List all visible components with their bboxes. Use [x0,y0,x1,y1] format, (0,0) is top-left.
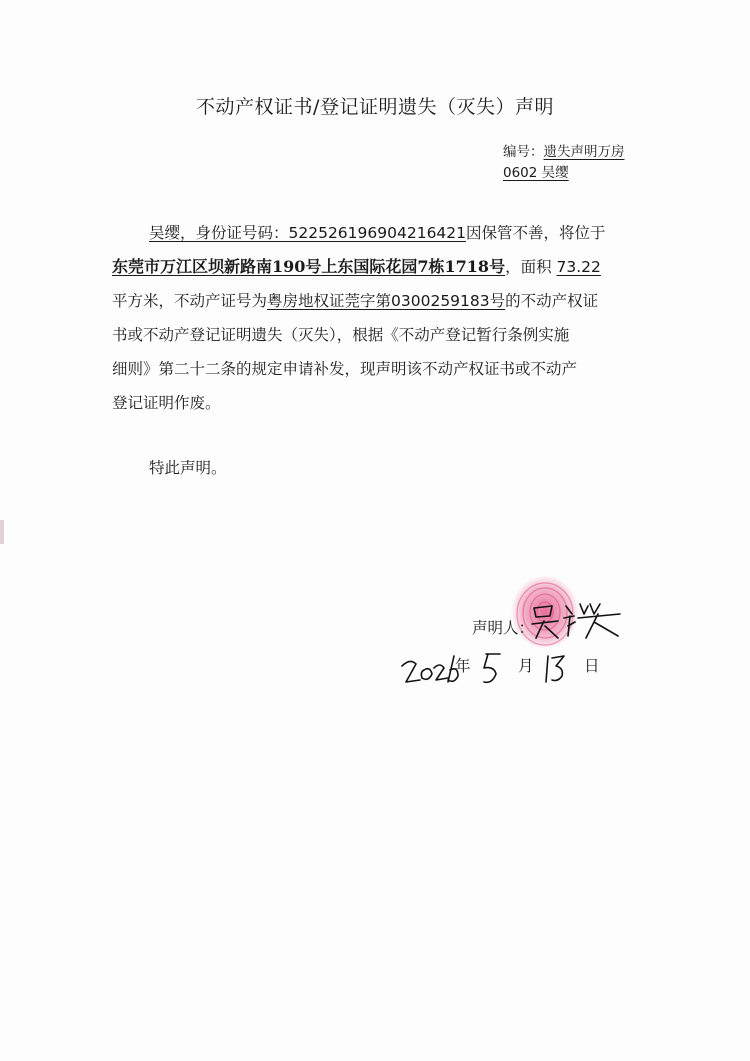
area-label: ，面积 [505,258,552,276]
body-line-2 [112,250,642,284]
statement-body [112,216,642,420]
document-title: 不动产权证书/登记证明遗失（灭失）声明 [196,96,554,118]
scan-edge-mark [0,520,4,544]
number-value-1: 遗失声明万房 [543,144,625,160]
day-suffix: 日 [584,657,600,675]
owner-name-id: 吴缨，身份证号码：522526196904216421 [149,224,467,242]
year-suffix: 年 [455,657,471,675]
property-address: 东莞市万江区坝新路南190号上东国际花园7栋1718号 [112,257,506,276]
closing-statement: 特此声明。 [149,459,227,477]
body-line-5: 细则》第二十二条的规定申请补发，现声明该不动产权证书或不动产 [112,360,578,378]
certificate-number: 粤房地权证莞字第0300259183号 [267,292,506,310]
body-line-6: 登记证明作废。 [112,394,221,412]
body-line-1-rest: 因保管不善，将位于 [466,224,606,242]
declarant-label: 声明人： [472,619,535,637]
body-line-3-rest: 的不动产权证 [505,292,599,310]
body-line-3 [112,284,642,318]
area-unit: 平方米，不动产证号为 [112,292,268,310]
number-label: 编号： [503,144,544,160]
number-value-2: 0602 吴缨 [503,165,569,181]
document-number [503,142,663,184]
body-line-4: 书或不动产登记证明遗失（灭失），根据《不动产登记暂行条例实施 [112,326,570,344]
body-line-1 [112,216,642,250]
month-suffix: 月 [518,657,534,675]
area-value: 73.22 [556,258,601,276]
handwritten-signature [528,594,628,644]
handwritten-date [400,640,580,690]
